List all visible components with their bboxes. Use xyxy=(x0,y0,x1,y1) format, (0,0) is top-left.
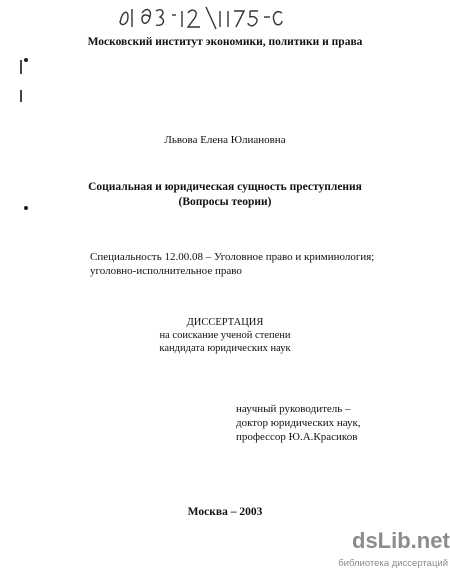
dissertation-heading: ДИССЕРТАЦИЯ xyxy=(186,317,264,328)
specialty-line: уголовно-исполнительное право xyxy=(90,265,242,277)
author-name: Львова Елена Юлиановна xyxy=(164,134,286,146)
watermark-subtitle: библиотека диссертаций xyxy=(338,558,448,569)
title-line: Социальная и юридическая сущность преступления xyxy=(88,181,362,193)
supervisor-block xyxy=(236,402,436,444)
handwritten-registration-number xyxy=(116,3,286,31)
dissertation-line: на соискание ученой степени xyxy=(159,330,291,341)
dissertation-line: кандидата юридических наук xyxy=(159,343,291,354)
dissertation-title xyxy=(0,180,450,210)
margin-mark xyxy=(20,90,22,102)
institute-name: Московский институт экономики, политики и права xyxy=(87,36,363,48)
handwritten-note-image xyxy=(116,3,286,31)
margin-mark xyxy=(20,60,22,74)
title-subtitle: (Вопросы теории) xyxy=(178,196,272,208)
watermark-logo: dsLib.net xyxy=(352,528,450,553)
supervisor-line: научный руководитель – xyxy=(236,403,351,415)
city-year: Москва – 2003 xyxy=(187,506,263,518)
dissertation-block xyxy=(0,316,450,355)
punch-dot xyxy=(24,58,28,62)
specialty-block xyxy=(90,250,430,278)
supervisor-line: профессор Ю.А.Красиков xyxy=(236,431,358,443)
supervisor-line: доктор юридических наук, xyxy=(236,417,361,429)
specialty-line: Специальность 12.00.08 – Уголовное право и криминология; xyxy=(90,251,375,263)
watermark xyxy=(330,528,450,578)
